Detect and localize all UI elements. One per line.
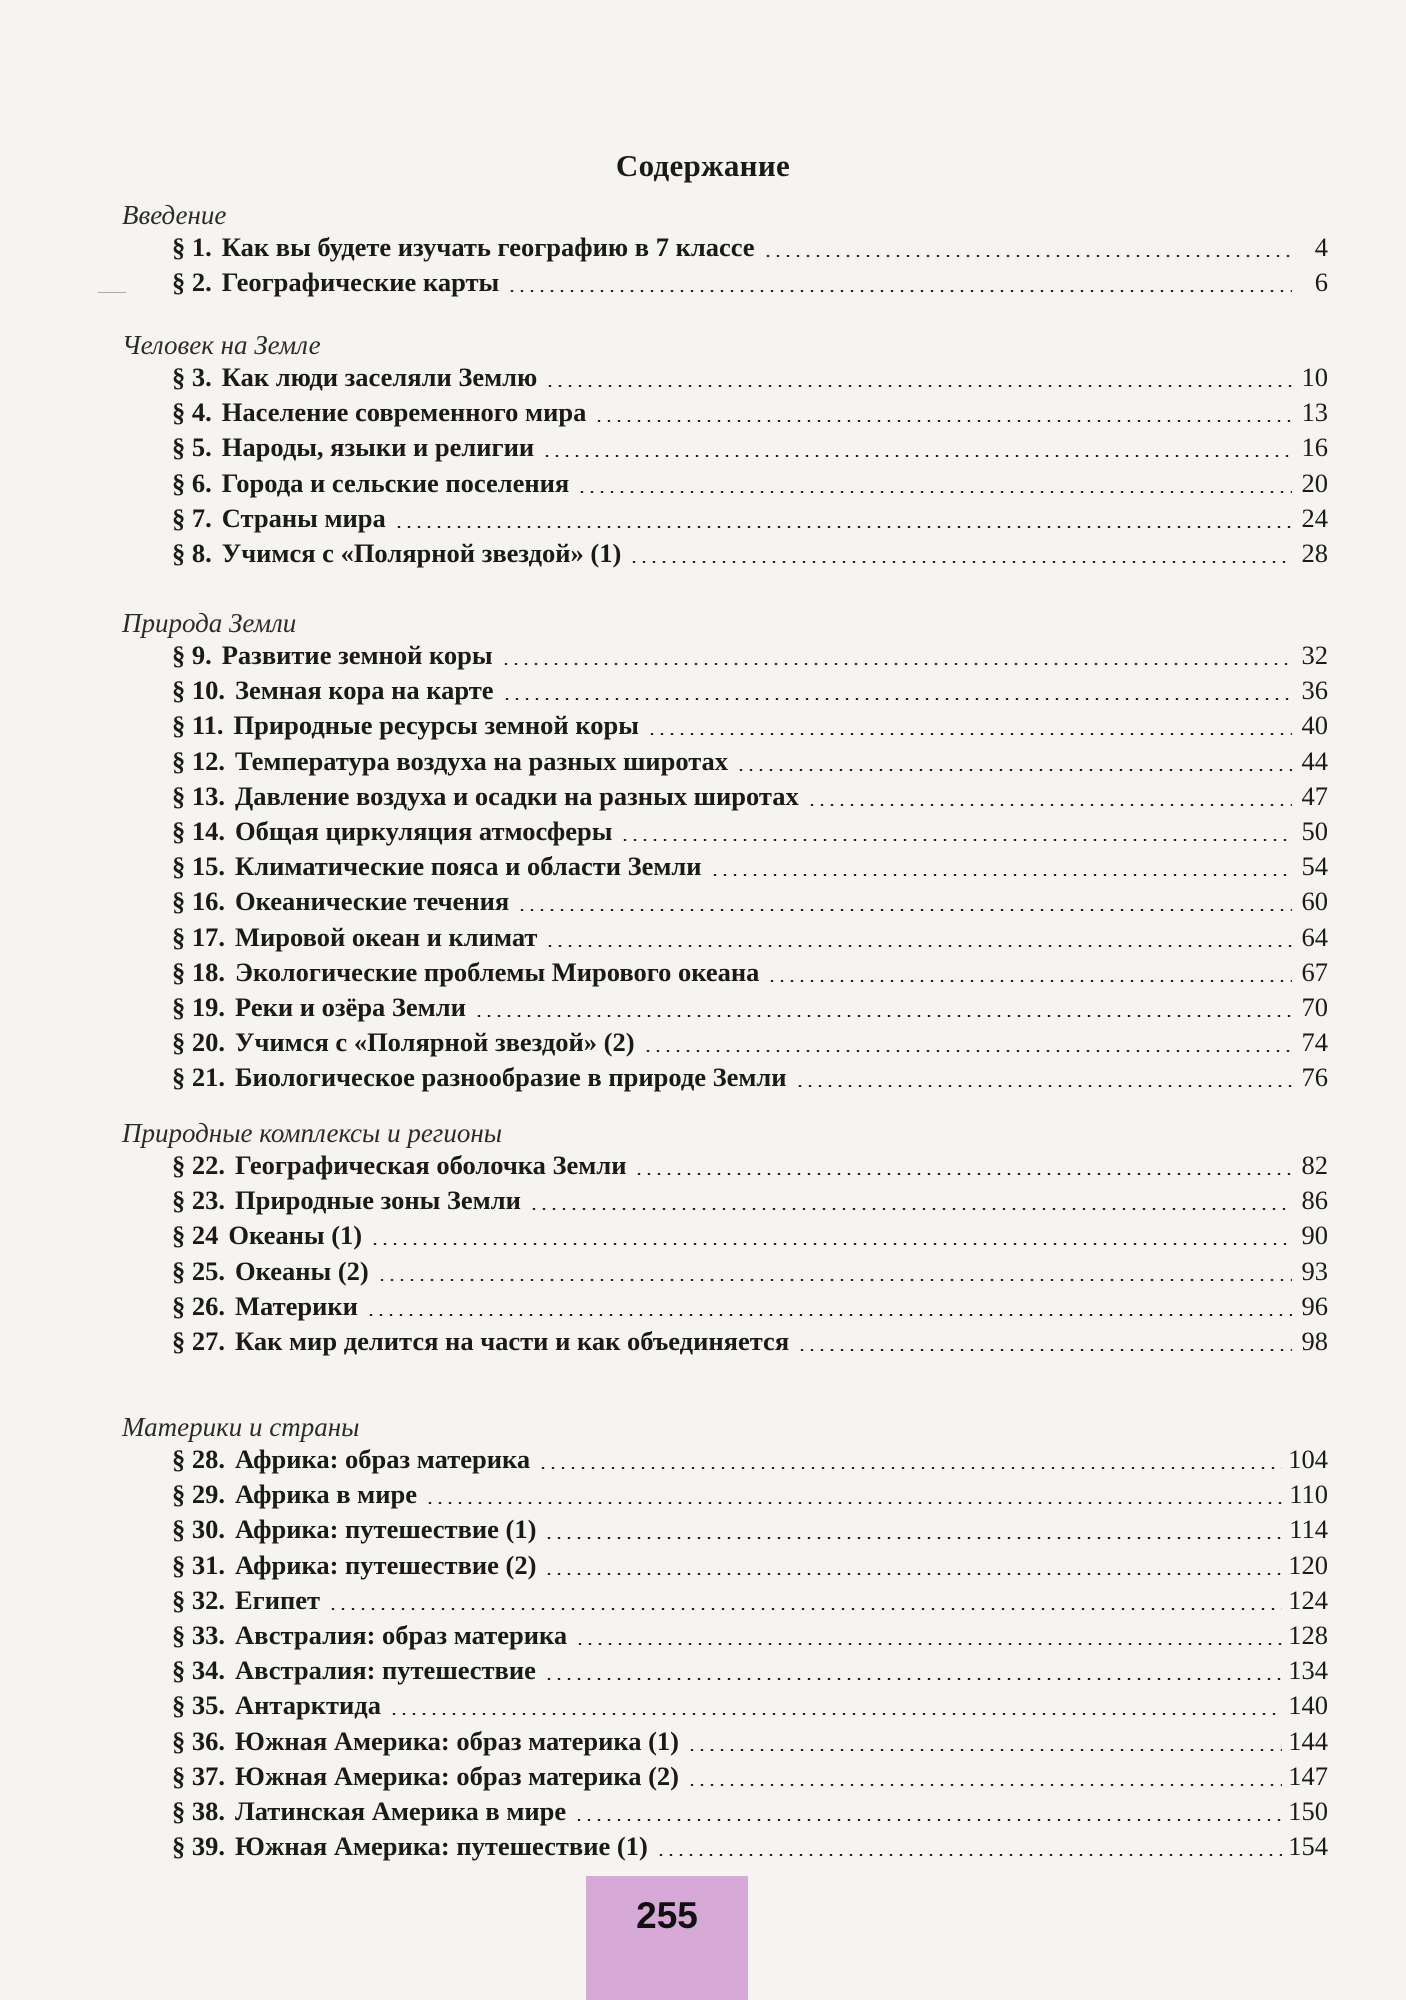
- entry-page-number: 32: [1301, 640, 1328, 670]
- toc-entry[interactable]: [172, 1180, 1328, 1216]
- toc-entry[interactable]: [172, 1826, 1328, 1862]
- entry-number: § 20.: [172, 1027, 225, 1058]
- entry-title: Южная Америка: образ материка (1): [235, 1725, 680, 1756]
- entry-title: Латинская Америка в мире: [235, 1796, 567, 1826]
- toc-entry[interactable]: [172, 1756, 1328, 1792]
- entry-number: § 21.: [172, 1062, 225, 1093]
- toc-entry[interactable]: [172, 357, 1328, 393]
- margin-mark: [98, 292, 126, 293]
- dot-leader: [538, 1467, 1282, 1469]
- dot-leader: [545, 385, 1292, 387]
- entry-number: § 27.: [172, 1326, 225, 1356]
- dot-leader: [328, 1608, 1282, 1610]
- dot-leader: [366, 1314, 1292, 1316]
- dot-leader: [795, 1085, 1292, 1087]
- entry-title: Африка в мире: [235, 1479, 417, 1510]
- entry-page-number: 104: [1288, 1444, 1328, 1474]
- entry-number: § 33.: [172, 1620, 225, 1650]
- entry-page-number: 54: [1301, 851, 1328, 882]
- entry-title: Экологические проблемы Мирового океана: [235, 956, 760, 987]
- toc-entry[interactable]: [172, 1022, 1328, 1058]
- toc-entry[interactable]: [172, 705, 1328, 741]
- entry-number: § 7.: [172, 502, 212, 533]
- entry-page-number: 128: [1288, 1620, 1328, 1650]
- entry-title: Реки и озёра Земли: [235, 992, 466, 1022]
- toc-entry[interactable]: [172, 952, 1328, 988]
- toc-entry[interactable]: [172, 670, 1328, 706]
- entry-page-number: 67: [1301, 956, 1328, 987]
- toc-entry[interactable]: [172, 881, 1328, 917]
- entry-page-number: 50: [1301, 816, 1328, 846]
- dot-leader: [577, 491, 1292, 493]
- entry-page-number: 86: [1301, 1185, 1328, 1216]
- entry-number: § 28.: [172, 1444, 225, 1474]
- dot-leader: [542, 455, 1292, 457]
- entry-number: § 36.: [172, 1725, 225, 1756]
- toc-entry[interactable]: [172, 1721, 1328, 1757]
- dot-leader: [687, 1749, 1282, 1751]
- entry-title: Австралия: образ материка: [235, 1620, 568, 1650]
- entry-page-number: 150: [1288, 1796, 1328, 1826]
- entry-page-number: 90: [1301, 1220, 1328, 1251]
- entry-title: Развитие земной коры: [221, 640, 493, 670]
- dot-leader: [710, 874, 1292, 876]
- entry-title: Океаны (1): [228, 1220, 363, 1251]
- dot-leader: [575, 1643, 1282, 1645]
- entry-number: § 38.: [172, 1796, 225, 1826]
- toc-entry[interactable]: [172, 463, 1328, 499]
- entry-title: Климатические пояса и области Земли: [235, 851, 702, 882]
- entry-number: § 14.: [172, 816, 225, 846]
- entry-title: Природные ресурсы земной коры: [233, 710, 639, 741]
- entry-number: § 8.: [172, 538, 212, 568]
- entry-title: Океанические течения: [235, 886, 510, 917]
- entry-number: § 1.: [172, 232, 212, 262]
- entry-number: § 18.: [172, 956, 225, 987]
- entry-page-number: 147: [1288, 1760, 1328, 1791]
- entry-number: § 13.: [172, 780, 225, 811]
- entry-number: § 6.: [172, 467, 212, 498]
- dot-leader: [545, 945, 1292, 947]
- entry-title: Египет: [235, 1584, 321, 1615]
- entry-page-number: 28: [1301, 538, 1328, 568]
- toc-entry[interactable]: [172, 227, 1328, 263]
- entry-number: § 24: [172, 1220, 219, 1251]
- toc-entry[interactable]: [172, 776, 1328, 812]
- entry-title: Биологическое разнообразие в природе Земли: [235, 1062, 787, 1093]
- entry-title: Мировой океан и климат: [235, 921, 538, 952]
- dot-leader: [763, 255, 1292, 257]
- entry-number: § 32.: [172, 1584, 225, 1615]
- page-title: Содержание: [615, 148, 791, 183]
- entry-title: Географические карты: [221, 267, 500, 298]
- entry-page-number: 16: [1301, 432, 1328, 463]
- dot-leader: [377, 1279, 1292, 1281]
- toc-entry[interactable]: [172, 427, 1328, 463]
- toc-entry[interactable]: [172, 1145, 1328, 1181]
- entry-title: Учимся с «Полярной звездой» (2): [235, 1027, 635, 1058]
- entry-title: Города и сельские поселения: [221, 467, 570, 498]
- toc-entry[interactable]: [172, 635, 1328, 671]
- entry-title: Антарктида: [235, 1690, 381, 1721]
- toc-entry[interactable]: [172, 392, 1328, 428]
- entry-title: Как люди заселяли Землю: [221, 362, 538, 392]
- toc-entry[interactable]: [172, 987, 1328, 1023]
- entry-page-number: 98: [1301, 1326, 1328, 1356]
- entry-number: § 19.: [172, 992, 225, 1022]
- dot-leader: [389, 1713, 1282, 1715]
- entry-page-number: 13: [1301, 397, 1328, 428]
- dot-leader: [507, 290, 1292, 292]
- toc-entry[interactable]: [172, 1474, 1328, 1510]
- entry-number: § 9.: [172, 640, 212, 670]
- entry-title: Население современного мира: [221, 397, 587, 428]
- dot-leader: [574, 1819, 1282, 1821]
- toc-entry[interactable]: [172, 917, 1328, 953]
- dot-leader: [544, 1573, 1282, 1575]
- dot-leader: [370, 1243, 1292, 1245]
- entry-title: Южная Америка: образ материка (2): [235, 1760, 680, 1791]
- toc-entry[interactable]: [172, 1439, 1328, 1475]
- entry-title: Африка: путешествие (1): [235, 1514, 537, 1545]
- entry-page-number: 36: [1301, 675, 1328, 706]
- dot-leader: [656, 1854, 1282, 1856]
- dot-leader: [544, 1678, 1282, 1680]
- entry-page-number: 60: [1301, 886, 1328, 917]
- entry-number: § 34.: [172, 1655, 225, 1686]
- entry-number: § 4.: [172, 397, 212, 428]
- dot-leader: [807, 804, 1292, 806]
- entry-page-number: 20: [1301, 467, 1328, 498]
- entry-page-number: 10: [1301, 362, 1328, 392]
- entry-page-number: 44: [1301, 745, 1328, 776]
- section-heading: Введение: [122, 200, 227, 230]
- toc-entry[interactable]: [172, 1509, 1328, 1545]
- entry-number: § 22.: [172, 1150, 225, 1180]
- toc-entry[interactable]: [172, 1215, 1328, 1251]
- section-heading: Человек на Земле: [122, 330, 321, 360]
- dot-leader: [620, 839, 1292, 841]
- entry-number: § 35.: [172, 1690, 225, 1721]
- section-heading: Природа Земли: [122, 608, 297, 638]
- entry-title: Народы, языки и религии: [221, 432, 535, 463]
- entry-title: Океаны (2): [235, 1255, 369, 1286]
- entry-number: § 5.: [172, 432, 212, 463]
- dot-leader: [474, 1015, 1292, 1017]
- dot-leader: [529, 1208, 1292, 1210]
- dot-leader: [647, 733, 1292, 735]
- toc-entry[interactable]: [172, 1685, 1328, 1721]
- entry-number: § 29.: [172, 1479, 225, 1510]
- entry-page-number: 154: [1288, 1831, 1328, 1862]
- entry-page-number: 124: [1288, 1584, 1328, 1615]
- toc-entry[interactable]: [172, 1321, 1328, 1357]
- entry-number: § 10.: [172, 675, 225, 706]
- entry-title: Давление воздуха и осадки на разных широтах: [235, 780, 799, 811]
- toc-entry[interactable]: [172, 1286, 1328, 1322]
- toc-entry[interactable]: [172, 498, 1328, 534]
- entry-title: Земная кора на карте: [235, 675, 494, 706]
- section-heading: Природные комплексы и регионы: [122, 1118, 503, 1148]
- entry-title: Южная Америка: путешествие (1): [235, 1831, 648, 1862]
- dot-leader: [736, 769, 1292, 771]
- entry-number: § 2.: [172, 267, 212, 298]
- entry-number: § 23.: [172, 1185, 225, 1216]
- entry-number: § 15.: [172, 851, 225, 882]
- toc-entry[interactable]: [172, 1615, 1328, 1651]
- entry-number: § 30.: [172, 1514, 225, 1545]
- entry-title: Африка: путешествие (2): [235, 1549, 537, 1580]
- entry-page-number: 40: [1301, 710, 1328, 741]
- toc-entry[interactable]: [172, 1791, 1328, 1827]
- dot-leader: [634, 1173, 1292, 1175]
- dot-leader: [502, 698, 1293, 700]
- toc-entry[interactable]: [172, 741, 1328, 777]
- entry-title: Страны мира: [221, 502, 386, 533]
- dot-leader: [797, 1349, 1292, 1351]
- entry-title: Природные зоны Земли: [235, 1185, 521, 1216]
- toc-entry[interactable]: [172, 1650, 1328, 1686]
- entry-page-number: 24: [1301, 502, 1328, 533]
- page-number: 255: [636, 1895, 698, 1936]
- entry-title: Учимся с «Полярной звездой» (1): [221, 538, 622, 568]
- toc-entry[interactable]: [172, 1251, 1328, 1287]
- entry-title: Как вы будете изучать географию в 7 классе: [221, 232, 755, 262]
- entry-page-number: 110: [1289, 1479, 1328, 1510]
- dot-leader: [767, 980, 1292, 982]
- dot-leader: [643, 1050, 1292, 1052]
- toc-entry[interactable]: [172, 811, 1328, 847]
- entry-number: § 17.: [172, 921, 225, 952]
- entry-page-number: 120: [1288, 1549, 1328, 1580]
- entry-number: § 3.: [172, 362, 212, 392]
- toc-entry[interactable]: [172, 1057, 1328, 1093]
- entry-title: Австралия: путешествие: [235, 1655, 536, 1686]
- dot-leader: [544, 1537, 1283, 1539]
- toc-entry[interactable]: [172, 1545, 1328, 1581]
- entry-page-number: 140: [1288, 1690, 1328, 1721]
- toc-entry[interactable]: [172, 262, 1328, 298]
- entry-title: Материки: [235, 1290, 358, 1321]
- entry-title: Как мир делится на части и как объединяется: [235, 1326, 790, 1356]
- entry-page-number: 114: [1289, 1514, 1328, 1545]
- entry-page-number: 64: [1301, 921, 1328, 952]
- entry-page-number: 70: [1301, 992, 1328, 1022]
- entry-page-number: 76: [1301, 1062, 1328, 1093]
- toc-entry[interactable]: [172, 846, 1328, 882]
- entry-page-number: 82: [1301, 1150, 1328, 1180]
- entry-page-number: 96: [1301, 1290, 1328, 1321]
- toc-entry[interactable]: [172, 1580, 1328, 1616]
- toc-entry[interactable]: [172, 533, 1328, 569]
- dot-leader: [425, 1502, 1283, 1504]
- section-heading: Материки и страны: [122, 1412, 360, 1442]
- entry-number: § 37.: [172, 1760, 225, 1791]
- entry-page-number: 47: [1301, 780, 1328, 811]
- entry-number: § 26.: [172, 1290, 225, 1321]
- entry-number: § 11.: [172, 710, 224, 741]
- entry-number: § 25.: [172, 1255, 225, 1286]
- entry-page-number: 74: [1301, 1027, 1328, 1058]
- entry-number: § 16.: [172, 886, 225, 917]
- entry-page-number: 4: [1314, 232, 1328, 262]
- dot-leader: [687, 1784, 1282, 1786]
- entry-number: § 31.: [172, 1549, 225, 1580]
- entry-page-number: 93: [1301, 1255, 1328, 1286]
- dot-leader: [394, 526, 1292, 528]
- dot-leader: [517, 909, 1292, 911]
- entry-title: Температура воздуха на разных широтах: [235, 745, 729, 776]
- dot-leader: [629, 561, 1292, 563]
- entry-page-number: 6: [1314, 267, 1328, 298]
- dot-leader: [594, 420, 1292, 422]
- entry-title: Общая циркуляция атмосферы: [235, 816, 613, 846]
- entry-page-number: 144: [1288, 1725, 1328, 1756]
- entry-page-number: 134: [1288, 1655, 1328, 1686]
- entry-number: § 12.: [172, 745, 225, 776]
- entry-number: § 39.: [172, 1831, 225, 1862]
- entry-title: Географическая оболочка Земли: [235, 1150, 627, 1180]
- entry-title: Африка: образ материка: [235, 1444, 531, 1474]
- dot-leader: [501, 663, 1292, 665]
